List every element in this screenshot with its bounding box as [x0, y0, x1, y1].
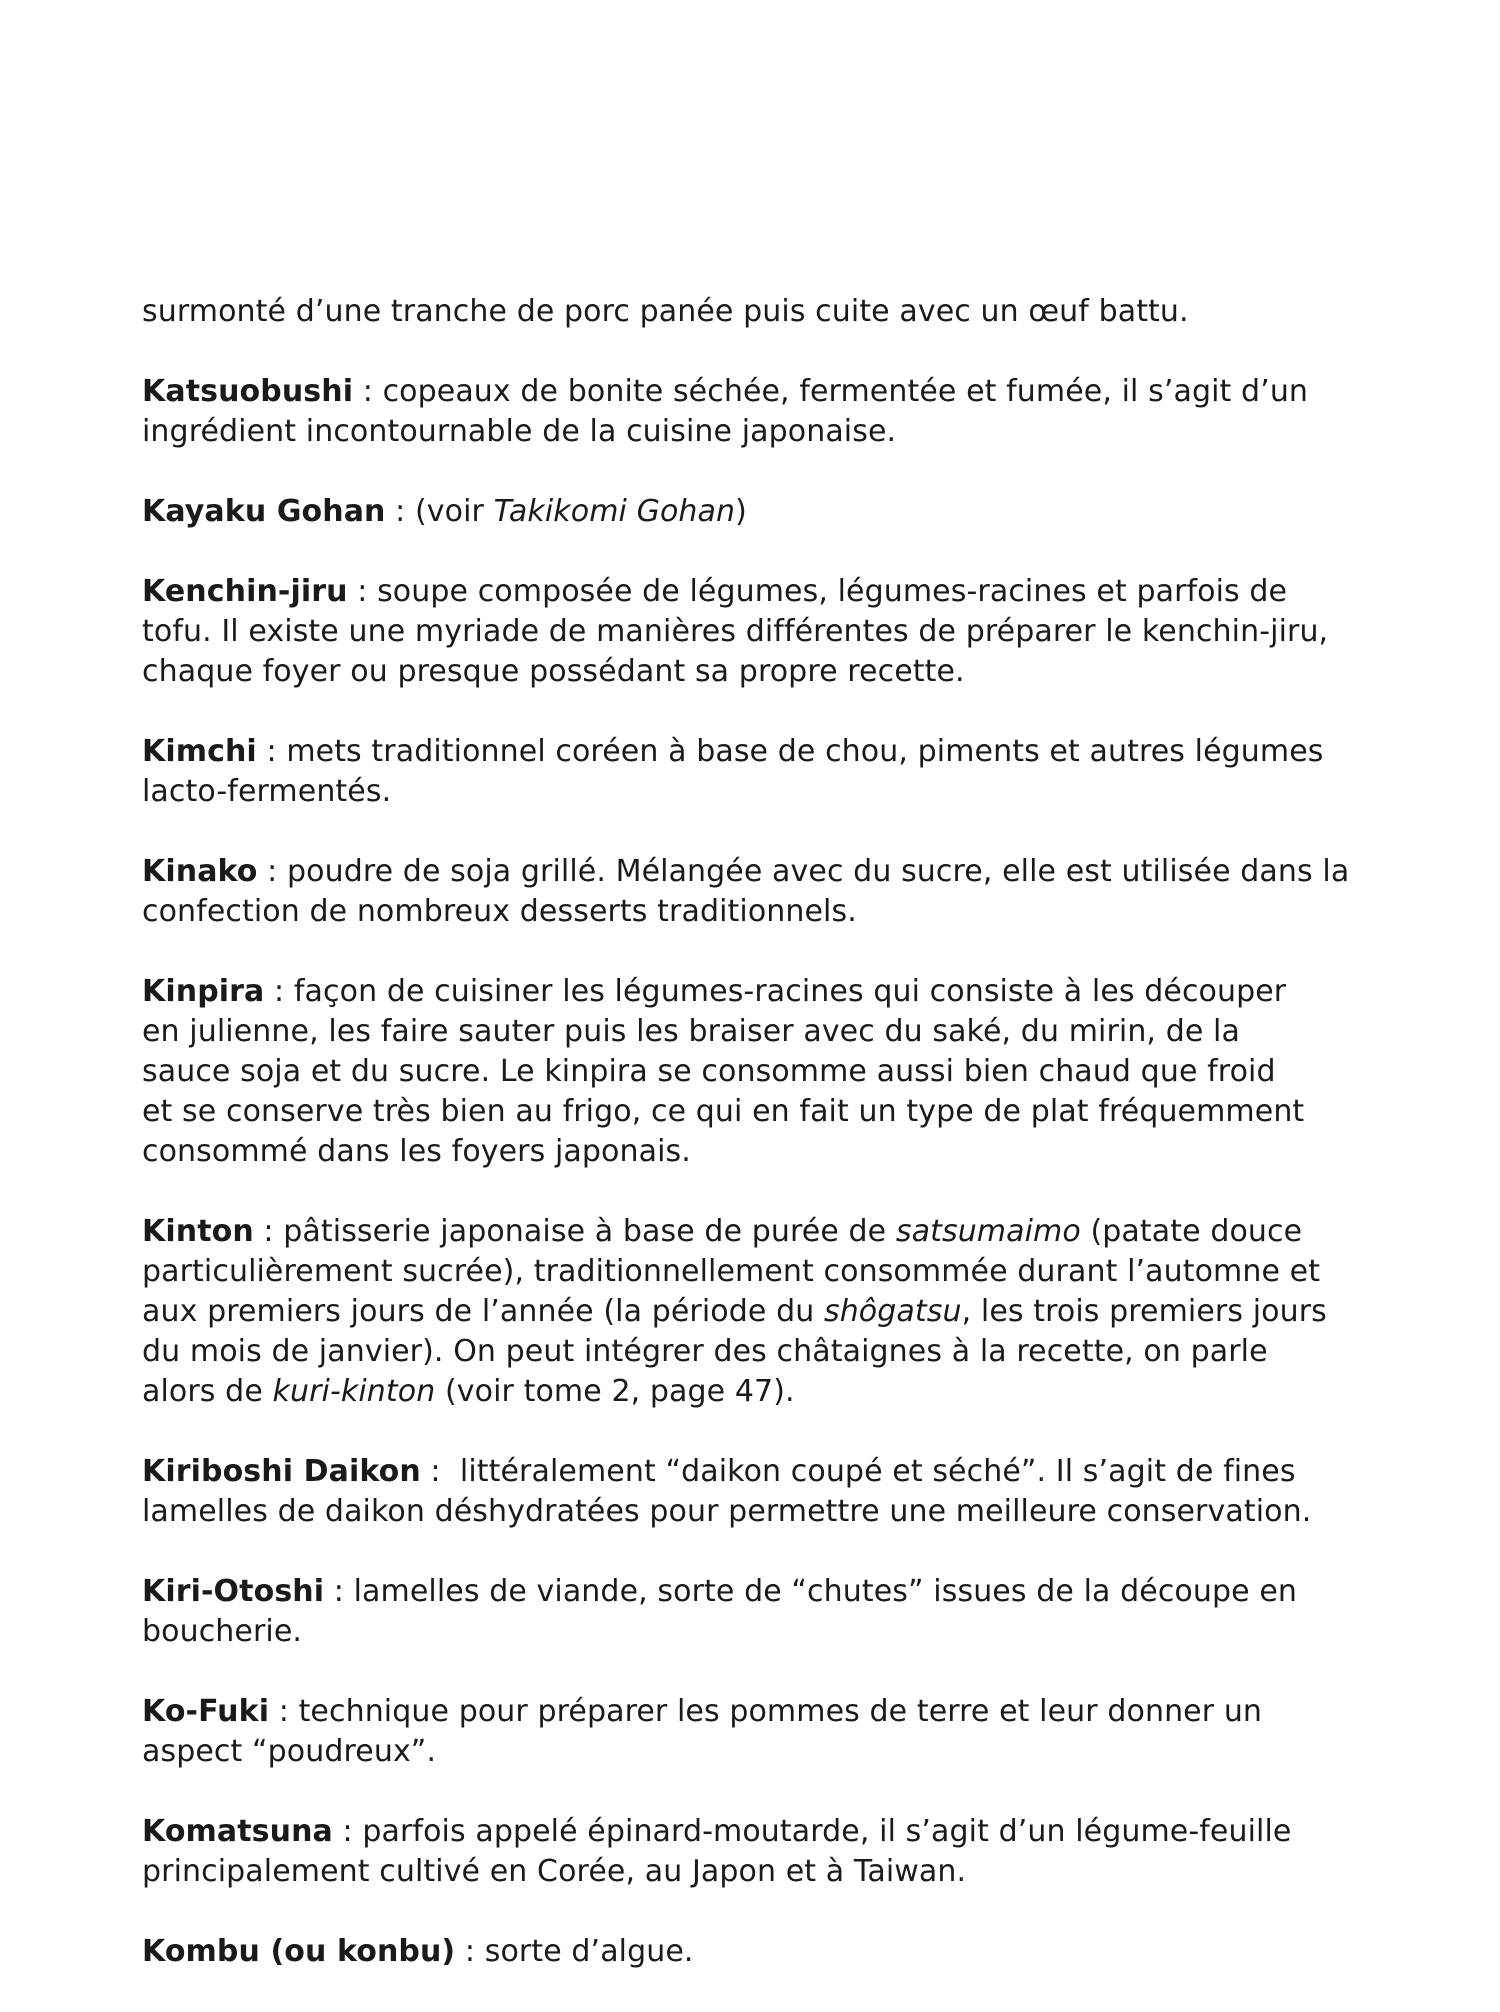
entry-text: confection de nombreux desserts traditionnels. [142, 894, 857, 929]
entry-text: littéralement “daikon coupé et séché”. Il s’agit de fines [459, 1454, 1296, 1489]
entry-text: ingrédient incontournable de la cuisine japonaise. [142, 414, 897, 449]
entry-kiri-otoshi [142, 1572, 1382, 1652]
entry-separator: : [257, 854, 287, 889]
entry-italic: Takikomi Gohan [493, 494, 736, 529]
entry-kiriboshi-daikon [142, 1452, 1382, 1532]
entry-ko-fuki [142, 1692, 1382, 1772]
entry-kinton [142, 1212, 1382, 1412]
entry-separator: : [264, 974, 294, 1009]
entry-term: Kinako [142, 854, 258, 889]
entry-term: Kiri-Otoshi [142, 1574, 325, 1609]
entry-italic: kuri-kinton [272, 1374, 436, 1409]
entry-text: surmonté d’une tranche de porc panée puis cuite avec un œuf battu. [142, 294, 1189, 329]
entry-text: sauce soja et du sucre. Le kinpira se consomme aussi bien chaud que froid [142, 1054, 1276, 1089]
entry-term: Kenchin-jiru [142, 574, 348, 609]
entry-term: Ko-Fuki [142, 1694, 270, 1729]
entry-term: Kombu (ou konbu) [142, 1934, 456, 1969]
entry-kenchin-jiru [142, 572, 1382, 692]
entry-text: lamelles de viande, sorte de “chutes” issues de la découpe en [353, 1574, 1297, 1609]
entry-term: Katsuobushi [142, 374, 354, 409]
entry-kinako [142, 852, 1382, 932]
entry-term: Kinton [142, 1214, 254, 1249]
entry-separator: : [385, 494, 415, 529]
entry-separator: : [269, 1694, 299, 1729]
entry-separator: : [420, 1454, 460, 1489]
entry-term: Kinpira [142, 974, 265, 1009]
entry-text: et se conserve très bien au frigo, ce qui en fait un type de plat fréquemment [142, 1094, 1305, 1129]
entry-term: Komatsuna [142, 1814, 333, 1849]
entry-term: Kimchi [142, 734, 257, 769]
entry-text: du mois de janvier). On peut intégrer des châtaignes à la recette, on parle [142, 1334, 1268, 1369]
entry-text: façon de cuisiner les légumes-racines qui consiste à les découper [293, 974, 1287, 1009]
entry-separator: : [256, 734, 287, 769]
entry-text: boucherie. [142, 1614, 303, 1649]
entry-continuation [142, 292, 1382, 332]
entry-term: Kiriboshi Daikon [142, 1454, 421, 1489]
entry-text: aspect “poudreux”. [142, 1734, 437, 1769]
entry-text: mets traditionnel coréen à base de chou, piments et autres légumes [286, 734, 1324, 769]
entry-text: principalement cultivé en Corée, au Japon et à Taiwan. [142, 1854, 967, 1889]
entry-text: alors de [142, 1374, 273, 1409]
entry-separator: : [324, 1574, 354, 1609]
entry-italic: shôgatsu [823, 1294, 962, 1329]
entry-kimchi [142, 732, 1382, 812]
entry-text: copeaux de bonite séchée, fermentée et fumée, il s’agit d’un [382, 374, 1309, 409]
entry-separator: : [353, 374, 383, 409]
entry-text: (patate douce [1080, 1214, 1303, 1249]
entry-text: lacto-fermentés. [142, 774, 392, 809]
entry-separator: : [347, 574, 378, 609]
entry-text: chaque foyer ou presque possédant sa propre recette. [142, 654, 965, 689]
entry-separator: : [253, 1214, 284, 1249]
entry-separator: : [332, 1814, 363, 1849]
entry-text: (voir tome 2, page 47). [435, 1374, 795, 1409]
entry-text: en julienne, les faire sauter puis les braiser avec du saké, du mirin, de la [142, 1014, 1240, 1049]
entry-text: ) [735, 494, 747, 529]
entry-text: sorte d’algue. [484, 1934, 694, 1969]
entry-text: particulièrement sucrée), traditionnellement consommée durant l’automne et [142, 1254, 1321, 1289]
glossary-text [142, 292, 1382, 2012]
entry-text: tofu. Il existe une myriade de manières différentes de préparer le kenchin-jiru, [142, 614, 1329, 649]
entry-kombu [142, 1932, 1382, 1972]
entry-kayaku-gohan [142, 492, 1382, 532]
entry-text: aux premiers jours de l’année (la période du [142, 1294, 824, 1329]
entry-separator: : [455, 1934, 485, 1969]
entry-text: (voir [415, 494, 494, 529]
entry-kinpira [142, 972, 1382, 1172]
entry-text: , les trois premiers jours [961, 1294, 1327, 1329]
entry-text: parfois appelé épinard-moutarde, il s’agit d’un légume-feuille [362, 1814, 1292, 1849]
entry-komatsuna [142, 1812, 1382, 1892]
entry-text: pâtisserie japonaise à base de purée de [283, 1214, 896, 1249]
entry-katsuobushi [142, 372, 1382, 452]
entry-text: poudre de soja grillé. Mélangée avec du sucre, elle est utilisée dans la [286, 854, 1350, 889]
entry-italic: satsumaimo [895, 1214, 1081, 1249]
entry-text: technique pour préparer les pommes de terre et leur donner un [298, 1694, 1263, 1729]
entry-text: consommé dans les foyers japonais. [142, 1134, 691, 1169]
entry-text: lamelles de daikon déshydratées pour permettre une meilleure conservation. [142, 1494, 1312, 1529]
entry-term: Kayaku Gohan [142, 494, 386, 529]
entry-text: soupe composée de légumes, légumes-racines et parfois de [377, 574, 1288, 609]
